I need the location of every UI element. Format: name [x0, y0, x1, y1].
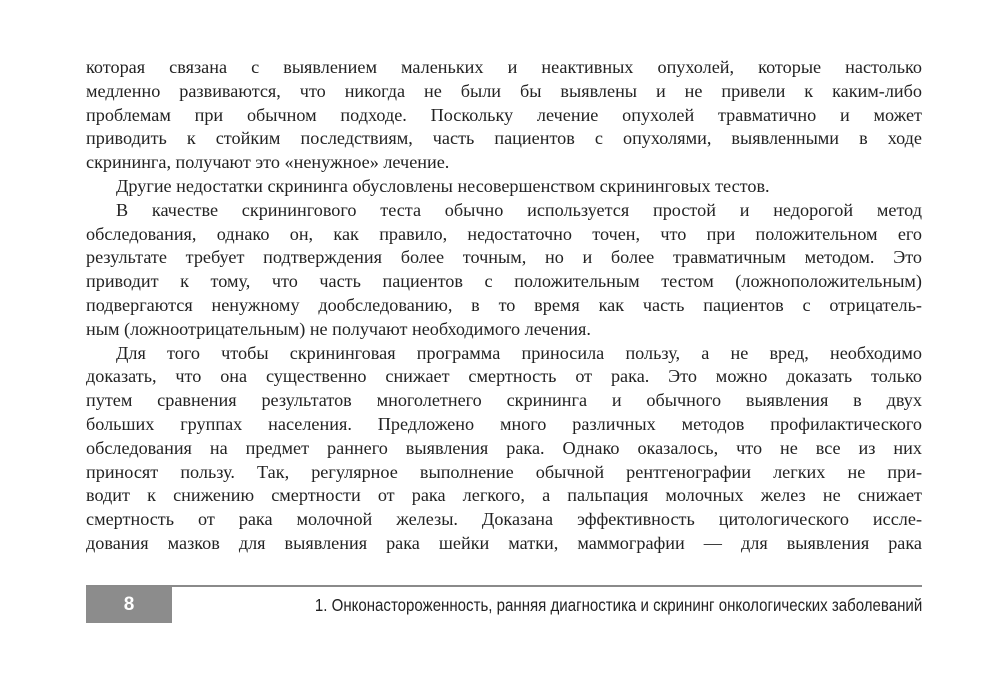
- text-line: дования мазков для выявления рака шейки матки, маммографии — для выявления рака: [86, 532, 922, 553]
- page-number: 8: [123, 594, 135, 615]
- text-line: доказать, что она существенно снижает смертность от рака. Это можно доказать только: [86, 366, 922, 387]
- paragraph-first-line: В качестве скринингового теста обычно используется простой и недорогой метод: [116, 199, 922, 220]
- footer-divider: [86, 585, 922, 587]
- text-line: скрининга, получают это «ненужное» лечение.: [86, 152, 450, 173]
- paragraph-first-line: Для того чтобы скрининговая программа приносила пользу, а не вред, необходимо: [116, 342, 922, 363]
- text-line: обследования на предмет раннего выявления рака. Однако оказалось, что не все из них: [86, 437, 922, 458]
- running-head: 1. Онконастороженность, ранняя диагностика и скрининг онкологических заболеваний: [314, 595, 922, 615]
- text-line: проблемам при обычном подходе. Поскольку лечение опухолей травматично и может: [86, 104, 922, 125]
- text-line: приводить к стойким последствиям, часть пациентов с опухолями, выявленными в ходе: [86, 128, 922, 149]
- paragraph-first-line: Другие недостатки скрининга обусловлены несовершенством скрининговых тестов.: [116, 175, 770, 196]
- text-line: медленно развиваются, что никогда не были бы выявлены и не привели к каким-либо: [86, 80, 922, 101]
- page-body-text: [86, 56, 922, 556]
- text-line: которая связана с выявлением маленьких и неактивных опухолей, которые настолько: [86, 57, 922, 77]
- text-line: подвергаются ненужному дообследованию, в то время как часть пациентов с отрицатель-: [86, 294, 922, 315]
- text-line: путем сравнения результатов многолетнего скрининга и обычного выявления в двух: [86, 390, 922, 411]
- text-line: ным (ложноотрицательным) не получают необходимого лечения.: [86, 318, 591, 339]
- text-line: приводит к тому, что часть пациентов с положительным тестом (ложноположительным): [86, 271, 922, 292]
- text-line: обследования, однако он, как правило, недостаточно точен, что при положительном его: [86, 223, 922, 244]
- page-number-badge: [86, 587, 172, 623]
- text-line: водит к снижению смертности от рака легкого, а пальпация молочных желез не снижает: [86, 485, 922, 506]
- text-line: приносят пользу. Так, регулярное выполнение обычной рентгенографии легких не при-: [86, 461, 922, 482]
- text-line: результате требует подтверждения более точным, но и более травматичным методом. Это: [86, 247, 922, 268]
- text-line: смертность от рака молочной железы. Доказана эффективность цитологического иссле-: [86, 509, 922, 530]
- text-line: больших группах населения. Предложено много различных методов профилактического: [86, 413, 922, 434]
